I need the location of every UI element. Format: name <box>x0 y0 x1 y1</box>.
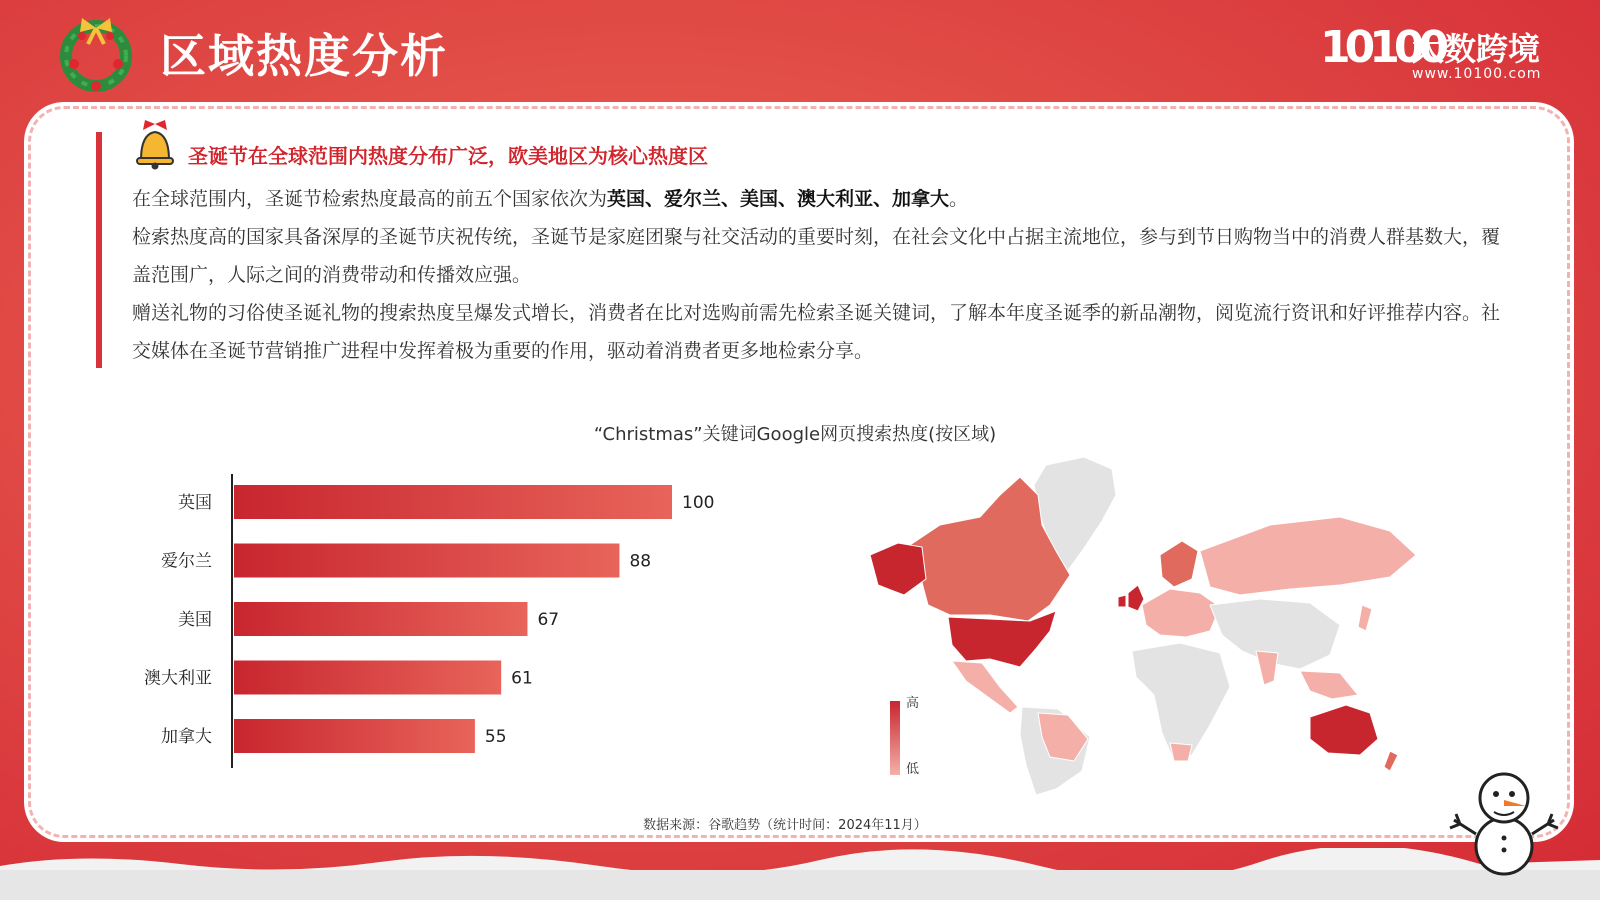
page-title: 区域热度分析 <box>160 29 448 83</box>
map-legend-high: 高 <box>906 696 920 711</box>
footer-band <box>0 870 1600 900</box>
brand-name: 大数跨境 <box>1412 30 1541 68</box>
section-subhead: 圣诞节在全球范围内热度分布广泛，欧美地区为核心热度区 <box>188 144 708 168</box>
map-region-usa <box>948 611 1056 667</box>
category-label: 加拿大 <box>161 727 212 747</box>
map-region-japan <box>1358 605 1372 631</box>
top-countries-highlight: 英国、爱尔兰、美国、澳大利亚、加拿大 <box>607 188 950 210</box>
map-region-ireland <box>1118 595 1126 607</box>
category-label: 澳大利亚 <box>144 668 212 689</box>
map-legend-low: 低 <box>906 762 920 777</box>
world-heat-map <box>870 455 1430 795</box>
bars-group <box>144 485 714 753</box>
bar <box>234 544 619 578</box>
category-label: 爱尔兰 <box>161 551 212 572</box>
brand-number: 10100 <box>1320 22 1444 73</box>
value-label: 88 <box>629 551 652 572</box>
paragraph-tradition: 检索热度高的国家具备深厚的圣诞节庆祝传统，圣诞节是家庭团聚与社交活动的重要时刻，在社会文化中占据主流地位，参与到节日购物当中的消费人群基数大，覆盖范围广，人际之间的消费带动和传播效应强。 <box>132 226 1501 286</box>
data-source: 数据来源：谷歌趋势（统计时间：2024年11月） <box>643 818 927 833</box>
chart-title: “Christmas”关键词Google网页搜索热度(按区域) <box>593 424 997 445</box>
value-label: 100 <box>682 493 715 513</box>
value-label: 55 <box>484 727 507 747</box>
map-region-europe <box>1142 589 1220 637</box>
map-region-mexico <box>952 661 1018 713</box>
bar <box>234 719 475 753</box>
bar <box>234 661 501 695</box>
paragraph-top-countries <box>132 180 1512 218</box>
bar <box>234 485 672 519</box>
paragraph-prefix: 在全球范围内，圣诞节检索热度最高的前五个国家依次为 <box>132 188 608 210</box>
category-label: 美国 <box>178 610 212 630</box>
value-label: 61 <box>511 668 533 689</box>
paragraph-suffix: 。 <box>949 188 969 210</box>
map-region-new-zealand <box>1384 751 1398 771</box>
map-region-africa <box>1132 643 1230 761</box>
category-label: 英国 <box>178 493 212 513</box>
value-label: 67 <box>537 610 560 630</box>
brand-logo <box>1320 22 1560 88</box>
map-region-russia <box>1200 517 1416 595</box>
accent-bar <box>96 132 102 368</box>
map-region-india <box>1256 651 1278 685</box>
brand-url: www.10100.com <box>1412 66 1542 82</box>
map-legend-scale <box>890 701 900 775</box>
map-region-alaska <box>870 543 926 595</box>
snowman-icon <box>1448 768 1558 878</box>
map-region-australia <box>1310 705 1378 755</box>
map-region-uk <box>1128 585 1144 611</box>
bar <box>234 602 527 636</box>
map-region-scandinavia <box>1160 541 1198 587</box>
map-region-south-africa <box>1170 743 1192 761</box>
wreath-icon <box>58 16 134 92</box>
bar-chart <box>130 470 750 780</box>
paragraph-gifts: 赠送礼物的习俗使圣诞礼物的搜索热度呈爆发式增长，消费者在比对选购前需先检索圣诞关键词，了解本年度圣诞季的新品潮物，阅览流行资讯和好评推荐内容。社交媒体在圣诞节营销推广进程中发挥着极为重要的作用，驱动着消费者更多地检索分享。 <box>132 302 1501 362</box>
bell-icon <box>133 120 177 170</box>
map-region-southeast-asia <box>1300 671 1358 699</box>
